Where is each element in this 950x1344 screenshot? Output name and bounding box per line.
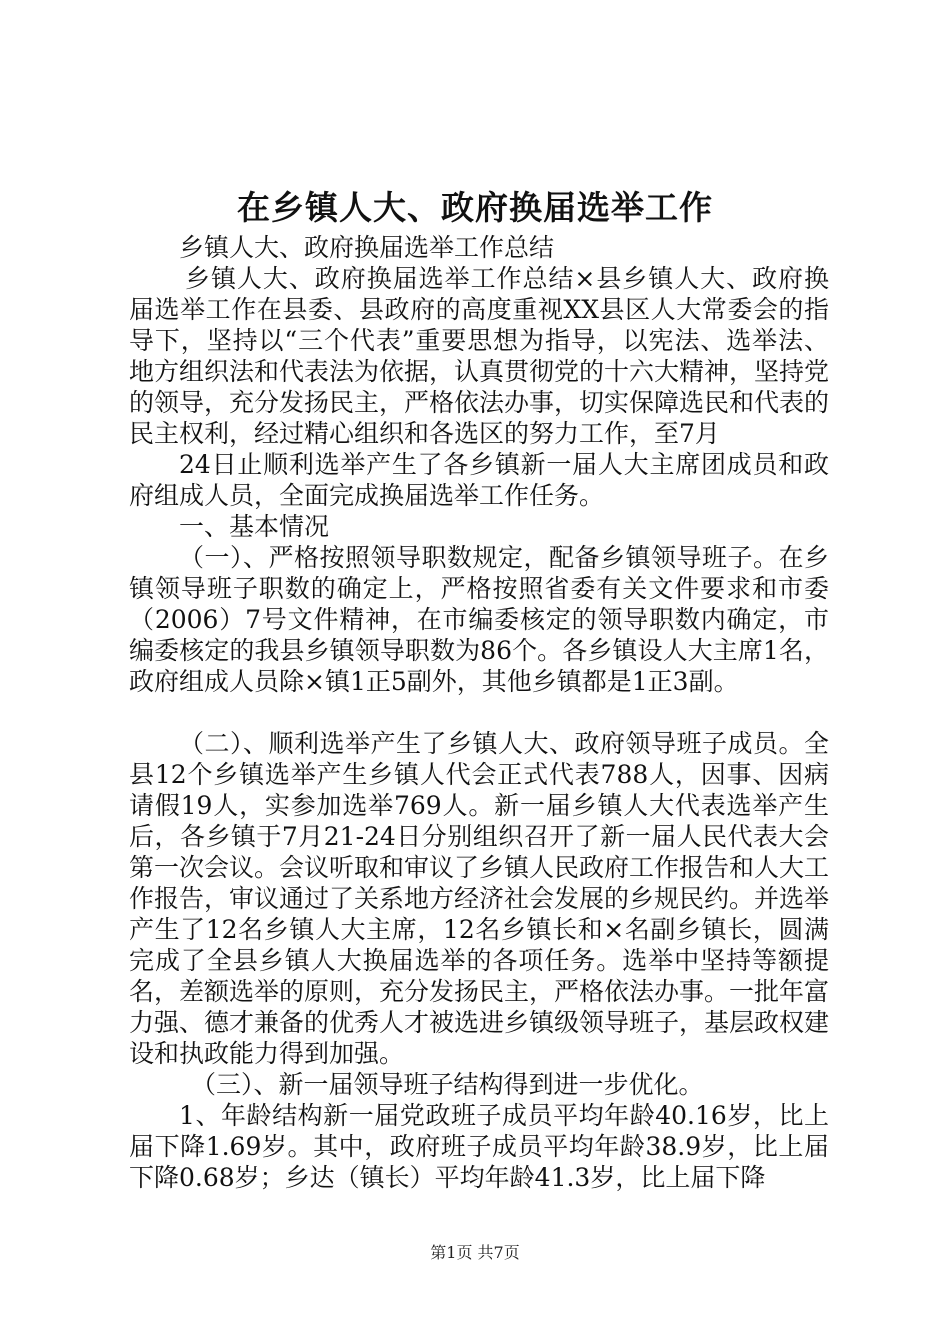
paragraph-summary-heading: 乡镇人大、政府换届选举工作总结 — [179, 233, 555, 262]
paragraph-age-structure: 1、年龄结构新一届党政班子成员平均年龄40.16岁，比上届下降1.69岁。其中，政府班子成员平均年龄38.9岁，比上届下降0.68岁；乡达（镇长）平均年龄41.3岁，比上届下降 — [129, 1101, 829, 1192]
document-title: 在乡镇人大、政府换届选举工作 — [237, 188, 713, 227]
paragraph-spacer — [129, 697, 829, 728]
paragraph-item-three: （三）、新一届领导班子结构得到进一步优化。 — [191, 1070, 704, 1099]
paragraph-item-one: （一）、严格按照领导职数规定，配备乡镇领导班子。在乡镇领导班子职数的确定上，严格按照省委有关文件要求和市委（2006）7号文件精神，在市编委核定的领导职数内确定，市编委核定的我县乡镇领导职数为86个。各乡镇设人大主席1名，政府组成人员除×镇1正5副外，其他乡镇都是1正3副。 — [129, 543, 829, 696]
page-number: 第1页 共7页 — [430, 1243, 520, 1262]
paragraph-item-two: （二）、顺利选举产生了乡镇人大、政府领导班子成员。全县12个乡镇选举产生乡镇人代会正式代表788人，因事、因病请假19人，实参加选举769人。新一届乡镇人大代表选举产生后，各乡镇于7月21-24日分别组织召开了新一届人民代表大会第一次会议。会议听取和审议了乡镇人民政府工作报告和人大工作报告，审议通过了关系地方经济社会发展的乡规民约。并选举产生了12名乡镇人大主席，12名乡镇长和×名副乡镇长，圆满完成了全县乡镇人大换届选举的各项任务。选举中坚持等额提名，差额选举的原则，充分发扬民主，严格依法办事。一批年富力强、德才兼备的优秀人才被选进乡镇级领导班子，基层政权建设和执政能力得到加强。 — [129, 729, 830, 1068]
document-body — [129, 232, 829, 1193]
paragraph-intro: 乡镇人大、政府换届选举工作总结×县乡镇人大、政府换届选举工作在县委、县政府的高度重视XX县区人大常委会的指导下，坚持以“三个代表”重要思想为指导，以宪法、选举法、地方组织法和代表法为依据，认真贯彻党的十六大精神，坚持党的领导，充分发扬民主，严格依法办事，切实保障选民和代表的民主权利，经过精心组织和各选区的努力工作，至7月 — [129, 264, 830, 448]
paragraph-completion: 24日止顺利选举产生了各乡镇新一届人大主席团成员和政府组成人员，全面完成换届选举工作任务。 — [129, 450, 829, 510]
section-heading-basic-situation: 一、基本情况 — [179, 512, 330, 541]
